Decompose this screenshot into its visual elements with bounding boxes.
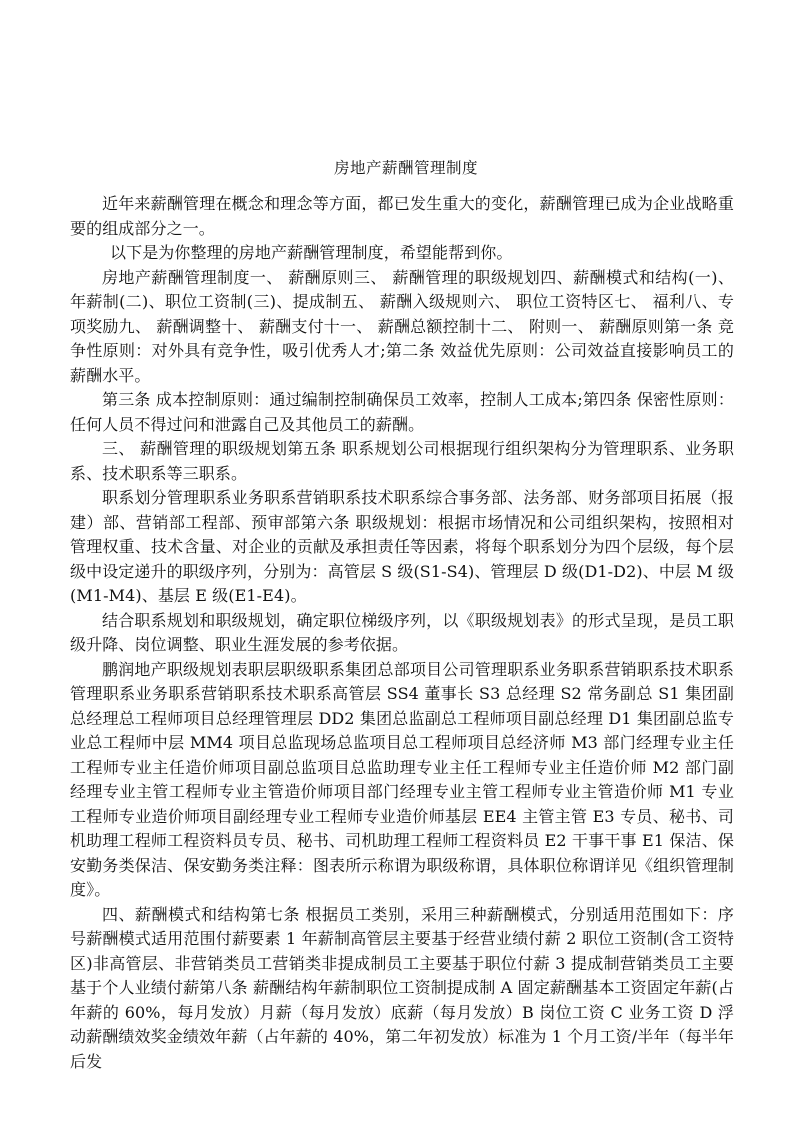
paragraph-section-three: 三、 薪酬管理的职级规划第五条 职系规划公司根据现行组织架构分为管理职系、业务职系、技术职系等三职系。 — [70, 439, 734, 483]
paragraph-intro: 近年来薪酬管理在概念和理念等方面，都已发生重大的变化，薪酬管理已成为企业战略重要的组成部分之一。 — [70, 194, 734, 238]
paragraph-job-ladder: 结合职系规划和职级规划，确定职位梯级序列，以《职级规划表》的形式呈现，是员工职级升降、岗位调整、职业生涯发展的参考依据。 — [70, 610, 734, 654]
paragraph-job-families: 职系划分管理职系业务职系营销职系技术职系综合事务部、法务部、财务部项目拓展（报建）部、营销部工程部、预审部第六条 职级规划：根据市场情况和公司组织架构，按照相对管理权重、技术含量、对企业的贡献及承担责任等因素，将每个职系划分为四个层级，每个层级中设定递升的职级序列，分别为：高管层 S 级(S1-S4)、管理层 D 级(D1-D2)、中层 M 级(M1-M4)、基层 E 级(E1-E4)。 — [70, 488, 734, 605]
document-title: 房地产薪酬管理制度 — [333, 159, 478, 177]
paragraph-lead: 以下是为你整理的房地产薪酬管理制度，希望能帮到你。 — [110, 243, 513, 262]
paragraph-grade-table: 鹏润地产职级规划表职层职级职系集团总部项目公司管理职系业务职系营销职系技术职系管理职系业务职系营销职系技术职系高管层 SS4 董事长 S3 总经理 S2 常务副总 S1 集团副总经理总工程师项目总经理管理层 DD2 集团总监副总工程师项目副总经理 D1 集团副总监专业总工程师中层 MM4 项目总监现场总监项目总工程师项目总经济师 M3 部门经理专业主任工程师专业主任造价师项目副总监项目总监助理专业主任工程师专业主任造价师 M2 部门副经理专业主管工程师专业主管造价师项目部门经理专业主管工程师专业主管造价师 M1 专业工程师专业造价师项目副经理专业工程师专业造价师基层 EE4 主管主管 E3 专员、秘书、司机助理工程师工程资料员专员、秘书、司机助理工程师工程资料员 E2 干事干事 E1 保洁、保安勤务类保洁、保安勤务类注释：图表所示称谓为职级称谓，具体职位称谓详见《组织管理制度》。 — [70, 659, 734, 899]
document-page — [70, 158, 734, 1074]
paragraph-outline: 房地产薪酬管理制度一、 薪酬原则三、 薪酬管理的职级规划四、薪酬模式和结构(一)、年薪制(二)、职位工资制(三)、提成制五、 薪酬入级规则六、 职位工资特区七、 福利八、专项奖励九、 薪酬调整十、 薪酬支付十一、 薪酬总额控制十二、 附则一、 薪酬原则第一条 竞争性原则：对外具有竞争性，吸引优秀人才;第二条 效益优先原则：公司效益直接影响员工的薪酬水平。 — [70, 267, 734, 385]
paragraph-principles: 第三条 成本控制原则：通过编制控制确保员工效率，控制人工成本;第四条 保密性原则：任何人员不得过问和泄露自己及其他员工的薪酬。 — [70, 390, 734, 434]
paragraph-section-four: 四、薪酬模式和结构第七条 根据员工类别，采用三种薪酬模式，分别适用范围如下：序号薪酬模式适用范围付薪要素 1 年薪制高管层主要基于经营业绩付薪 2 职位工资制(含工资特区)非高管层、非营销类员工营销类非提成制员工主要基于职位付薪 3 提成制营销类员工主要基于个人业绩付薪第八条 薪酬结构年薪制职位工资制提成制 A 固定薪酬基本工资固定年薪(占年薪的 60%，每月发放）月薪（每月发放）底薪（每月发放）B 岗位工资 C 业务工资 D 浮动薪酬绩效奖金绩效年薪（占年薪的 40%，第二年初发放）标准为 1 个月工资/半年（每半年后发 — [70, 904, 734, 1071]
